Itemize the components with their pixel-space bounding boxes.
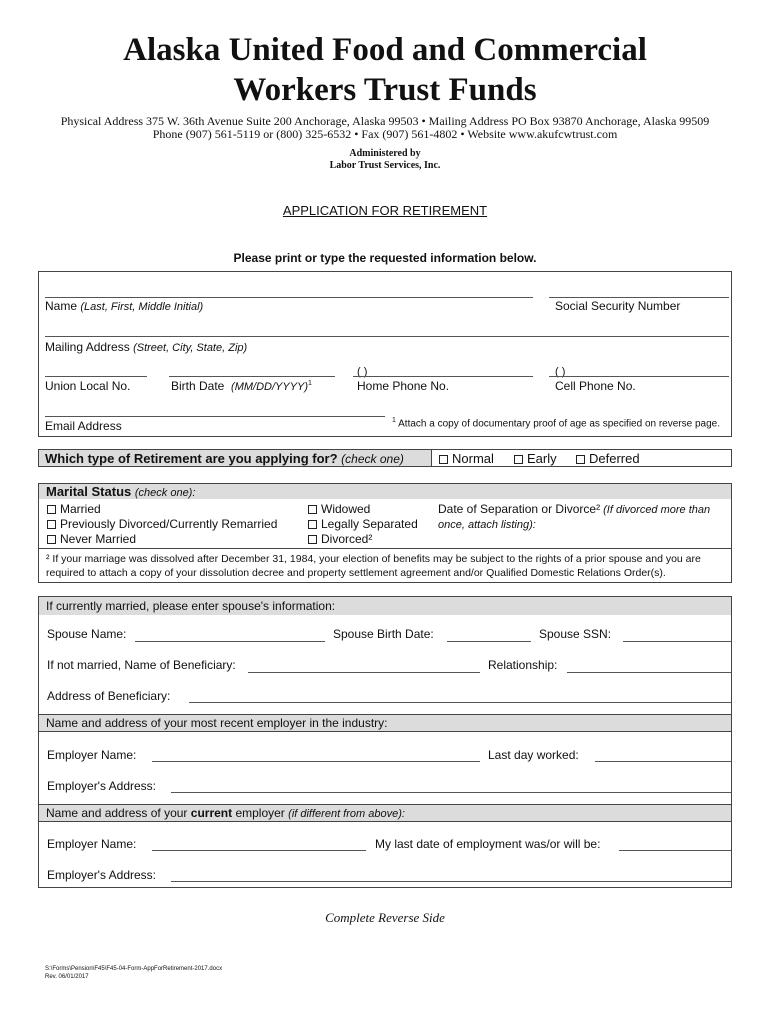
current-employer-name-field[interactable] — [152, 850, 366, 851]
marital-option-never-married[interactable]: Never Married — [47, 532, 136, 546]
retirement-question-hint: (check one) — [341, 452, 404, 466]
spouse-birth-date-field[interactable] — [447, 641, 531, 642]
cell-phone-paren: ( ) — [555, 366, 566, 378]
spouse-birth-date-label: Spouse Birth Date: — [333, 627, 434, 641]
checkbox-icon — [47, 535, 56, 544]
separation-date-label: Date of Separation or Divorce² (If divorced more than once, attach listing): — [438, 502, 711, 531]
spouse-ssn-label: Spouse SSN: — [539, 627, 612, 641]
recent-employer-address-label: Employer's Address: — [47, 779, 157, 793]
administered-by: Administered by — [349, 148, 421, 159]
divorce-note-line2: required to attach a copy of your dissolution decree and property settlement agreement and/or Qualified Domestic Relations Order(s). — [46, 567, 666, 579]
last-day-worked-field[interactable] — [595, 761, 731, 762]
ssn-field[interactable] — [549, 297, 729, 298]
home-phone-field[interactable] — [353, 376, 533, 377]
checkbox-icon — [308, 535, 317, 544]
org-title-line2: Workers Trust Funds — [233, 72, 537, 108]
checkbox-icon — [439, 455, 448, 464]
spouse-ssn-field[interactable] — [623, 641, 731, 642]
marital-option-widowed[interactable]: Widowed — [308, 502, 370, 516]
marital-option-married[interactable]: Married — [47, 502, 101, 516]
form-instruction: Please print or type the requested information below. — [233, 251, 537, 265]
mailing-address-field[interactable] — [45, 336, 729, 337]
beneficiary-name-label: If not married, Name of Beneficiary: — [47, 658, 236, 672]
mailing-address-label: Mailing Address (Street, City, State, Zip) — [45, 340, 248, 354]
beneficiary-address-field[interactable] — [189, 702, 731, 703]
union-local-field[interactable] — [45, 376, 147, 377]
marital-status-header: Marital Status (check one): — [39, 484, 731, 499]
current-employer-name-label: Employer Name: — [47, 837, 137, 851]
retirement-option-early[interactable]: Early — [514, 451, 557, 466]
beneficiary-name-field[interactable] — [248, 672, 480, 673]
last-day-worked-label: Last day worked: — [488, 748, 579, 762]
cell-phone-label: Cell Phone No. — [555, 379, 636, 393]
email-field[interactable] — [45, 416, 385, 417]
marital-divider — [39, 548, 731, 549]
complete-reverse-side: Complete Reverse Side — [325, 910, 445, 925]
spouse-name-label: Spouse Name: — [47, 627, 127, 641]
spouse-name-field[interactable] — [135, 641, 325, 642]
checkbox-icon — [47, 520, 56, 529]
current-employer-address-field[interactable] — [171, 881, 731, 882]
recent-employer-header — [39, 714, 731, 732]
cell-phone-field[interactable] — [549, 376, 729, 377]
administrator-name: Labor Trust Services, Inc. — [329, 160, 441, 171]
org-title-line1: Alaska United Food and Commercial — [123, 32, 647, 68]
spouse-employer-box — [38, 596, 732, 888]
age-proof-footnote: $^1$ Attach a copy of documentary proof of age as specified on reverse page. — [392, 417, 721, 430]
document-path: S:\Forms\Pension\F45\F45-04-Form-AppForRetirement-2017.docx — [45, 966, 223, 972]
recent-employer-name-field[interactable] — [152, 761, 480, 762]
checkbox-icon — [576, 455, 585, 464]
recent-employer-header-text: Name and address of your most recent employer in the industry: — [46, 716, 388, 730]
home-phone-paren: ( ) — [357, 366, 368, 378]
retirement-options — [431, 449, 732, 467]
checkbox-icon — [308, 505, 317, 514]
retirement-option-deferred[interactable]: Deferred — [576, 451, 640, 466]
current-employer-address-label: Employer's Address: — [47, 868, 157, 882]
spouse-section-header-text: If currently married, please enter spouse's information: — [46, 599, 336, 613]
beneficiary-address-label: Address of Beneficiary: — [47, 689, 171, 703]
retirement-type-question — [38, 449, 432, 467]
spouse-section-header — [39, 597, 731, 615]
ssn-label: Social Security Number — [555, 299, 681, 313]
retirement-question-text: Which type of Retirement are you applying for? — [45, 451, 338, 466]
current-employer-header — [39, 804, 731, 822]
last-employment-date-field[interactable] — [619, 850, 731, 851]
home-phone-label: Home Phone No. — [357, 379, 450, 393]
relationship-label: Relationship: — [488, 658, 558, 672]
birth-date-label: Birth Date (MM/DD/YYYY)$^1$ — [171, 379, 312, 393]
name-label: Name (Last, First, Middle Initial) — [45, 299, 204, 313]
birth-date-field[interactable] — [169, 376, 335, 377]
checkbox-icon — [514, 455, 523, 464]
address-line: Physical Address 375 W. 36th Avenue Suite 200 Anchorage, Alaska 99503 • Mailing Address PO Box 93870 Anchorage, Alaska 99509 — [60, 114, 710, 128]
marital-status-box — [38, 483, 732, 583]
form-title: APPLICATION FOR RETIREMENT — [282, 203, 488, 218]
last-employment-date-label: My last date of employment was/or will be: — [375, 837, 601, 851]
retirement-option-normal[interactable]: Normal — [439, 451, 494, 466]
revision-date: Rev. 06/01/2017 — [45, 974, 89, 980]
marital-option-legally-separated[interactable]: Legally Separated — [308, 517, 418, 531]
union-local-label: Union Local No. — [45, 379, 131, 393]
checkbox-icon — [308, 520, 317, 529]
checkbox-icon — [47, 505, 56, 514]
marital-option-divorced[interactable]: Divorced² — [308, 532, 372, 546]
current-employer-header-text: Name and address of your current employer (if different from above): — [46, 806, 405, 820]
name-field[interactable] — [45, 297, 533, 298]
marital-option-previously-divorced[interactable]: Previously Divorced/Currently Remarried — [47, 517, 277, 531]
email-label: Email Address — [45, 419, 122, 433]
recent-employer-name-label: Employer Name: — [47, 748, 137, 762]
relationship-field[interactable] — [567, 672, 731, 673]
personal-info-box — [38, 271, 732, 437]
recent-employer-address-field[interactable] — [171, 792, 731, 793]
contact-line: Phone (907) 561-5119 or (800) 325-6532 • Fax (907) 561-4802 • Website www.akufcwtrust.com — [152, 127, 618, 141]
divorce-note-line1: ² If your marriage was dissolved after December 31, 1984, your election of benefits may be subject to the rights of a prior spouse and you are — [46, 553, 701, 565]
